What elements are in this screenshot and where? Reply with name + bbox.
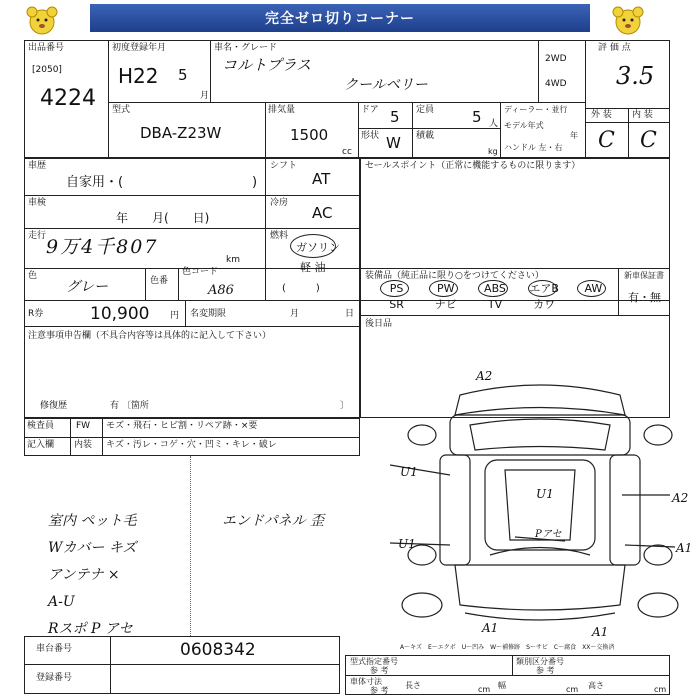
load-label: 積載	[416, 131, 435, 141]
displacement-value: 1500	[290, 126, 329, 144]
grade-value: 3.5	[616, 62, 655, 90]
reg-month-unit: 月	[200, 91, 210, 101]
capacity-value: 5	[472, 108, 482, 126]
car-damage-diagram	[390, 365, 700, 640]
name-label: 車名・グレード	[214, 43, 278, 53]
interior-check-label: 内装	[74, 440, 93, 450]
notes-label: 注意事項申告欄（不具合内容等は具体的に記入して下さい）	[28, 331, 272, 341]
lot-small-number: [2050]	[32, 65, 62, 75]
ac-value: AC	[312, 204, 333, 222]
diagram-a2-top: A2	[476, 369, 493, 383]
equipment-item: カワ	[533, 298, 556, 311]
recycle-label: R券	[28, 309, 44, 319]
color-code-label: 色コード	[182, 267, 219, 277]
inspection-label: 車検	[28, 198, 47, 208]
handwritten-note-line: A-U	[48, 594, 75, 610]
body-size-label: 車体寸法	[350, 677, 382, 686]
shift-value: AT	[312, 170, 331, 188]
history-value: 自家用・(	[66, 175, 124, 190]
history-label: 車歴	[28, 161, 47, 171]
body-size-ref: 参 考	[370, 686, 389, 695]
class-number-label: 類別区分番号	[516, 657, 564, 666]
length-label: 長さ	[405, 681, 421, 690]
handwritten-notes	[48, 508, 137, 643]
color-value: グレー	[66, 279, 108, 295]
fuel-selected-circle	[290, 234, 336, 258]
shift-label: シフト	[270, 161, 298, 171]
equipment-item: ABS	[484, 282, 506, 295]
grade-name: クールベリー	[344, 77, 428, 93]
shape-value: W	[386, 134, 401, 152]
fuel-label: 燃料	[270, 231, 289, 241]
lot-number: 4224	[40, 86, 96, 111]
model-year-label: モデル年式	[504, 121, 544, 130]
equipment-circle	[380, 280, 409, 297]
color-code: A86	[208, 283, 234, 298]
repair-close: 〕	[340, 401, 350, 411]
diagram-u1-lower: U1	[398, 537, 416, 551]
equipment-item: PS	[389, 282, 404, 295]
drive-4wd: 4WD	[545, 79, 567, 89]
reg-era-year: H22	[118, 64, 159, 88]
mascot-bear-icon	[24, 4, 60, 36]
repair-label: 修復歴	[40, 401, 68, 411]
fw-items: モズ・飛石・ヒビ割・リペア跡・×要	[106, 421, 258, 431]
capacity-label: 定員	[416, 105, 435, 115]
color-label: 色	[28, 271, 38, 281]
page-header: 完全ゼロ切りコーナー	[90, 4, 590, 32]
interior-label: 内 装	[632, 110, 653, 120]
exterior-label: 外 装	[591, 110, 612, 120]
type-designation-label: 型式指定番号	[350, 657, 398, 666]
aftermarket-label: 後日品	[365, 319, 393, 329]
equipment-row-1	[372, 283, 618, 297]
width-label: 幅	[498, 681, 506, 690]
doors-label: ドア	[361, 105, 379, 115]
history-close: )	[252, 175, 258, 190]
diagram-a1-bottom: A1	[482, 621, 499, 635]
sales-label: セールスポイント（正常に機能するものに限ります）	[365, 161, 581, 171]
damage-legend: A～キズ E～エクボ U～凹み W～補修跡 S～サビ C～腐食 XX～交換済	[400, 644, 615, 651]
warranty-value: 有・無	[628, 291, 661, 304]
length-unit: cm	[478, 685, 491, 694]
equipment-item: エアB	[529, 282, 559, 295]
registration-label: 登録番号	[36, 673, 73, 683]
handwritten-note-line: 室内 ペット毛	[48, 513, 137, 529]
chassis-number: 0608342	[180, 640, 256, 660]
recycle-unit: 円	[170, 311, 180, 321]
height-label: 高さ	[588, 681, 604, 690]
drive-2wd: 2WD	[545, 54, 567, 64]
mileage-label: 走行	[28, 231, 47, 241]
grade-box-label: 評 価 点	[598, 43, 631, 53]
reg-label: 初度登録年月	[112, 43, 167, 53]
diagram-u1-left: U1	[400, 465, 418, 479]
diagram-a1-right: A1	[676, 541, 693, 555]
diagram-p-ase: Pアセ	[535, 529, 562, 540]
inspector-entry-label: 記入欄	[27, 440, 55, 450]
reg-month: 5	[178, 66, 188, 84]
displacement-unit: cc	[342, 147, 352, 157]
model-year-unit: 年	[570, 131, 578, 140]
fuel-diesel: 軽 油	[300, 261, 326, 274]
equipment-item: ナビ	[434, 298, 457, 311]
type-label: 型式	[112, 105, 131, 115]
equipment-circle	[478, 280, 507, 297]
handwritten-note-right: エンドパネル 歪	[222, 513, 325, 529]
diagram-a1-bottom-2: A1	[592, 625, 609, 639]
dealer-label: ディーラー・並行	[504, 105, 568, 114]
inspection-value: 年 月( 日)	[116, 211, 210, 225]
color-number-label: 色番	[150, 276, 169, 286]
equipment-item: PW	[437, 282, 455, 295]
interior-check-items: キズ・汚レ・コゲ・穴・凹ミ・キレ・破レ	[106, 440, 277, 450]
fuel-other: ( )	[282, 283, 320, 294]
equipment-row-2	[372, 299, 618, 313]
equipment-circle	[577, 280, 606, 297]
name-change-label: 名変期限	[190, 309, 227, 319]
diagram-u1-center: U1	[536, 487, 554, 501]
equipment-circle	[528, 280, 557, 297]
fuel-gasoline: ガソリン	[296, 241, 340, 254]
top-block	[24, 40, 670, 158]
mascot-bear-icon	[610, 4, 646, 36]
class-number-ref: 参 考	[536, 666, 555, 675]
handle-label: ハンドル 左・右	[504, 143, 563, 152]
handwritten-note-line: Wカバー キズ	[48, 540, 137, 556]
name-change-day: 日	[345, 309, 355, 319]
equipment-item: TV	[487, 298, 503, 311]
height-unit: cm	[654, 685, 667, 694]
doors-value: 5	[390, 108, 400, 126]
exterior-value: C	[598, 128, 615, 153]
shape-label: 形状	[361, 131, 380, 141]
inspector-label: 検査員	[27, 421, 55, 431]
handwritten-note-line: Rスポ P アセ	[48, 621, 133, 637]
lot-label: 出品番号	[28, 43, 65, 53]
repair-value: 有 〔箇所	[110, 401, 149, 411]
handwritten-note-line: アンテナ ×	[48, 567, 120, 583]
displacement-label: 排気量	[268, 105, 296, 115]
type-value: DBA-Z23W	[140, 124, 222, 142]
type-designation-ref: 参 考	[370, 666, 389, 675]
equipment-item: AW	[584, 282, 603, 295]
equipment-item: SR	[389, 298, 404, 311]
warranty-label: 新車保証書	[624, 271, 664, 280]
diagram-a2-right: A2	[672, 491, 689, 505]
interior-value: C	[640, 128, 657, 153]
width-unit: cm	[566, 685, 579, 694]
chassis-label: 車台番号	[36, 644, 73, 654]
mileage-value: 9万4千807	[46, 236, 159, 258]
load-unit: kg	[488, 147, 498, 156]
ac-label: 冷房	[270, 198, 289, 208]
equipment-label: 装備品（純正品に限り○をつけてください）	[365, 271, 544, 281]
capacity-unit: 人	[489, 119, 499, 129]
mileage-unit: km	[226, 255, 240, 265]
model-name: コルトプラス	[222, 56, 312, 74]
name-change-month: 月	[290, 309, 300, 319]
recycle-value: 10,900	[90, 304, 150, 324]
fw-label: FW	[76, 421, 91, 431]
